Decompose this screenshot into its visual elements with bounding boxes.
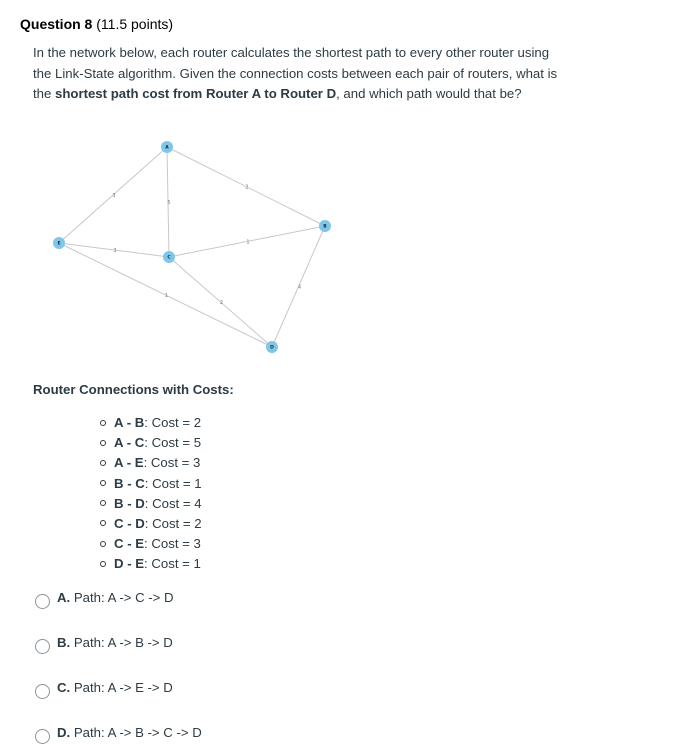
connection-item: A - C: Cost = 5 (100, 433, 202, 453)
router-label: B (323, 224, 327, 230)
question-title: Question 8 (20, 16, 93, 32)
bullet-icon (100, 561, 106, 567)
bullet-icon (100, 480, 106, 486)
radio-button-c[interactable] (35, 684, 50, 699)
connections-list (100, 413, 202, 575)
connection-item: A - B: Cost = 2 (100, 413, 202, 433)
prompt-text-2: , and which path would that be? (336, 86, 522, 101)
edge-cost-label: 1 (246, 239, 250, 246)
bullet-icon (100, 500, 106, 506)
connection-item: B - C: Cost = 1 (100, 474, 202, 494)
edge-cost-label: 5 (167, 200, 171, 206)
router-label: A (165, 145, 169, 151)
edge-cost-label: 2 (219, 300, 224, 306)
router-label: C (167, 255, 171, 261)
router-label: D (270, 345, 274, 351)
answer-option-d-label[interactable]: D. Path: A -> B -> C -> D (57, 725, 202, 740)
edge-cost-label: 4 (297, 284, 302, 291)
answer-option-c-label[interactable]: C. Path: A -> E -> D (57, 680, 173, 695)
bullet-icon (100, 420, 106, 426)
edge-cost-label: 3 (113, 248, 117, 254)
prompt-text-bold: shortest path cost from Router A to Router D (55, 86, 337, 101)
question-points: (11.5 points) (96, 16, 174, 32)
bullet-icon (100, 541, 106, 547)
connection-item: D - E: Cost = 1 (100, 554, 202, 574)
connection-item: C - E: Cost = 3 (100, 534, 202, 554)
bullet-icon (100, 440, 106, 446)
network-edges (59, 147, 325, 347)
radio-button-a[interactable] (35, 594, 50, 609)
connection-item: B - D: Cost = 4 (100, 494, 202, 514)
radio-button-b[interactable] (35, 639, 50, 654)
bullet-icon (100, 460, 106, 466)
connection-item: A - E: Cost = 3 (100, 453, 202, 473)
prompt-text-1: In the network below, each router calculates the shortest path to every other router using the Link-State algorithm. Given the connection costs between each pair of routers, what is the (33, 45, 558, 101)
connection-item: C - D: Cost = 2 (100, 514, 202, 534)
router-label: E (57, 241, 61, 247)
connections-title: Router Connections with Costs: (33, 382, 234, 397)
bullet-icon (100, 520, 106, 526)
network-nodes (53, 141, 331, 353)
edge-cost-label: 2 (245, 184, 249, 191)
edge-cost-label: 1 (164, 293, 169, 299)
answer-option-a-label[interactable]: A. Path: A -> C -> D (57, 590, 174, 605)
edge-cost-label: 3 (112, 193, 116, 199)
answer-option-b-label[interactable]: B. Path: A -> B -> D (57, 635, 173, 650)
